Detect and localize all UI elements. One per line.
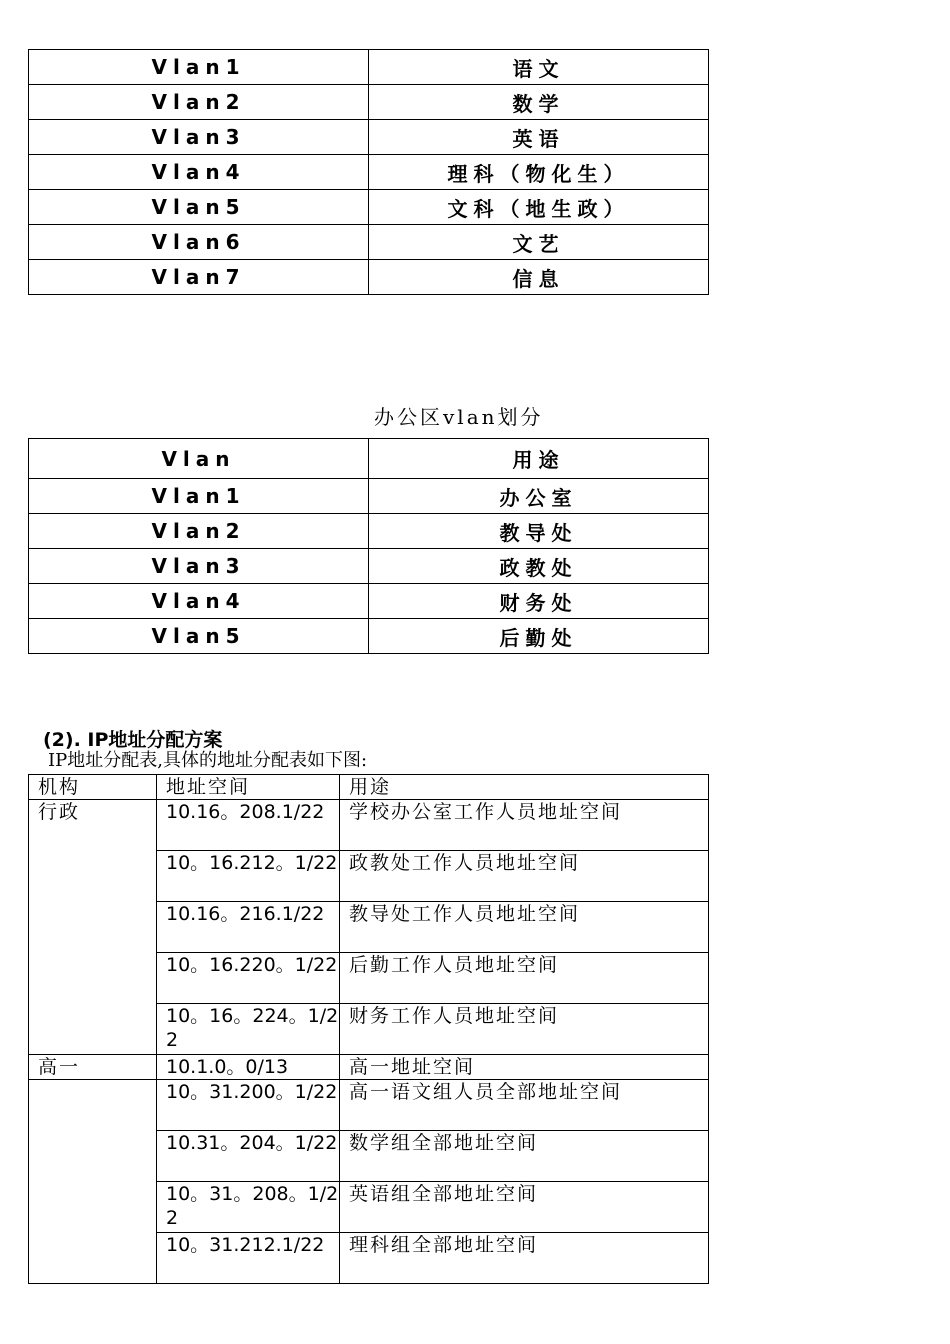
use-cell: 语文 bbox=[369, 50, 709, 85]
vlan-cell: Vlan5 bbox=[29, 190, 369, 225]
vlan-cell: Vlan5 bbox=[29, 619, 369, 654]
table-row bbox=[29, 514, 709, 549]
use-cell: 理科（物化生） bbox=[369, 155, 709, 190]
vlan-cell: Vlan3 bbox=[29, 549, 369, 584]
table-row bbox=[29, 190, 709, 225]
address-cell: 10。16.220。1/22 bbox=[157, 953, 340, 1004]
use-cell: 后勤工作人员地址空间 bbox=[340, 953, 709, 1004]
use-cell: 财务工作人员地址空间 bbox=[340, 1004, 709, 1055]
use-cell: 理科组全部地址空间 bbox=[340, 1233, 709, 1284]
address-cell: 10.16。208.1/22 bbox=[157, 800, 340, 851]
column-header-address: 地址空间 bbox=[157, 775, 340, 800]
vlan-cell: Vlan4 bbox=[29, 155, 369, 190]
address-cell: 10。31。208。1/22 bbox=[157, 1182, 340, 1233]
address-cell: 10.1.0。0/13 bbox=[157, 1055, 340, 1080]
use-cell: 财务处 bbox=[369, 584, 709, 619]
use-cell: 教导处工作人员地址空间 bbox=[340, 902, 709, 953]
address-cell: 10。31.200。1/22 bbox=[157, 1080, 340, 1131]
address-cell: 10。31.212.1/22 bbox=[157, 1233, 340, 1284]
org-cell: 行政 bbox=[29, 800, 157, 1055]
use-cell: 办公室 bbox=[369, 479, 709, 514]
table-row bbox=[29, 1055, 709, 1080]
table-row bbox=[29, 260, 709, 295]
use-cell: 教导处 bbox=[369, 514, 709, 549]
org-cell bbox=[29, 1080, 157, 1284]
vlan-cell: Vlan2 bbox=[29, 514, 369, 549]
table-row bbox=[29, 50, 709, 85]
use-cell: 后勤处 bbox=[369, 619, 709, 654]
org-cell: 高一 bbox=[29, 1055, 157, 1080]
vlan-cell: Vlan2 bbox=[29, 85, 369, 120]
use-cell: 英语 bbox=[369, 120, 709, 155]
vlan-cell: Vlan4 bbox=[29, 584, 369, 619]
address-cell: 10。16。224。1/22 bbox=[157, 1004, 340, 1055]
table-row bbox=[29, 549, 709, 584]
vlan-cell: Vlan1 bbox=[29, 50, 369, 85]
table-row bbox=[29, 479, 709, 514]
vlan-cell: Vlan1 bbox=[29, 479, 369, 514]
ip-allocation-table bbox=[28, 774, 709, 1284]
office-vlan-caption: 办公区vlan划分 bbox=[374, 405, 544, 429]
intro-text: IP地址分配表,具体的地址分配表如下图: bbox=[48, 750, 368, 771]
table-row bbox=[29, 619, 709, 654]
use-cell: 信息 bbox=[369, 260, 709, 295]
use-cell: 数学组全部地址空间 bbox=[340, 1131, 709, 1182]
use-cell: 高一语文组人员全部地址空间 bbox=[340, 1080, 709, 1131]
vlan-cell: Vlan7 bbox=[29, 260, 369, 295]
address-cell: 10。16.212。1/22 bbox=[157, 851, 340, 902]
vlan-cell: Vlan3 bbox=[29, 120, 369, 155]
table-row bbox=[29, 800, 709, 851]
column-header-use: 用途 bbox=[340, 775, 709, 800]
column-header-org: 机构 bbox=[29, 775, 157, 800]
address-cell: 10.16。216.1/22 bbox=[157, 902, 340, 953]
use-cell: 学校办公室工作人员地址空间 bbox=[340, 800, 709, 851]
table-row bbox=[29, 155, 709, 190]
table-row bbox=[29, 120, 709, 155]
address-cell: 10.31。204。1/22 bbox=[157, 1131, 340, 1182]
use-cell: 英语组全部地址空间 bbox=[340, 1182, 709, 1233]
column-header-use: 用途 bbox=[369, 439, 709, 479]
table-header-row bbox=[29, 439, 709, 479]
use-cell: 政教处工作人员地址空间 bbox=[340, 851, 709, 902]
vlan-cell: Vlan6 bbox=[29, 225, 369, 260]
table-row bbox=[29, 584, 709, 619]
use-cell: 高一地址空间 bbox=[340, 1055, 709, 1080]
table-row bbox=[29, 225, 709, 260]
use-cell: 文艺 bbox=[369, 225, 709, 260]
office-vlan-table bbox=[28, 438, 709, 654]
section-heading: (2). IP地址分配方案 bbox=[43, 729, 223, 751]
subject-vlan-table bbox=[28, 49, 709, 295]
column-header-vlan: Vlan bbox=[29, 439, 369, 479]
use-cell: 文科（地生政） bbox=[369, 190, 709, 225]
table-row bbox=[29, 85, 709, 120]
use-cell: 政教处 bbox=[369, 549, 709, 584]
table-header-row bbox=[29, 775, 709, 800]
use-cell: 数学 bbox=[369, 85, 709, 120]
table-row bbox=[29, 1080, 709, 1131]
